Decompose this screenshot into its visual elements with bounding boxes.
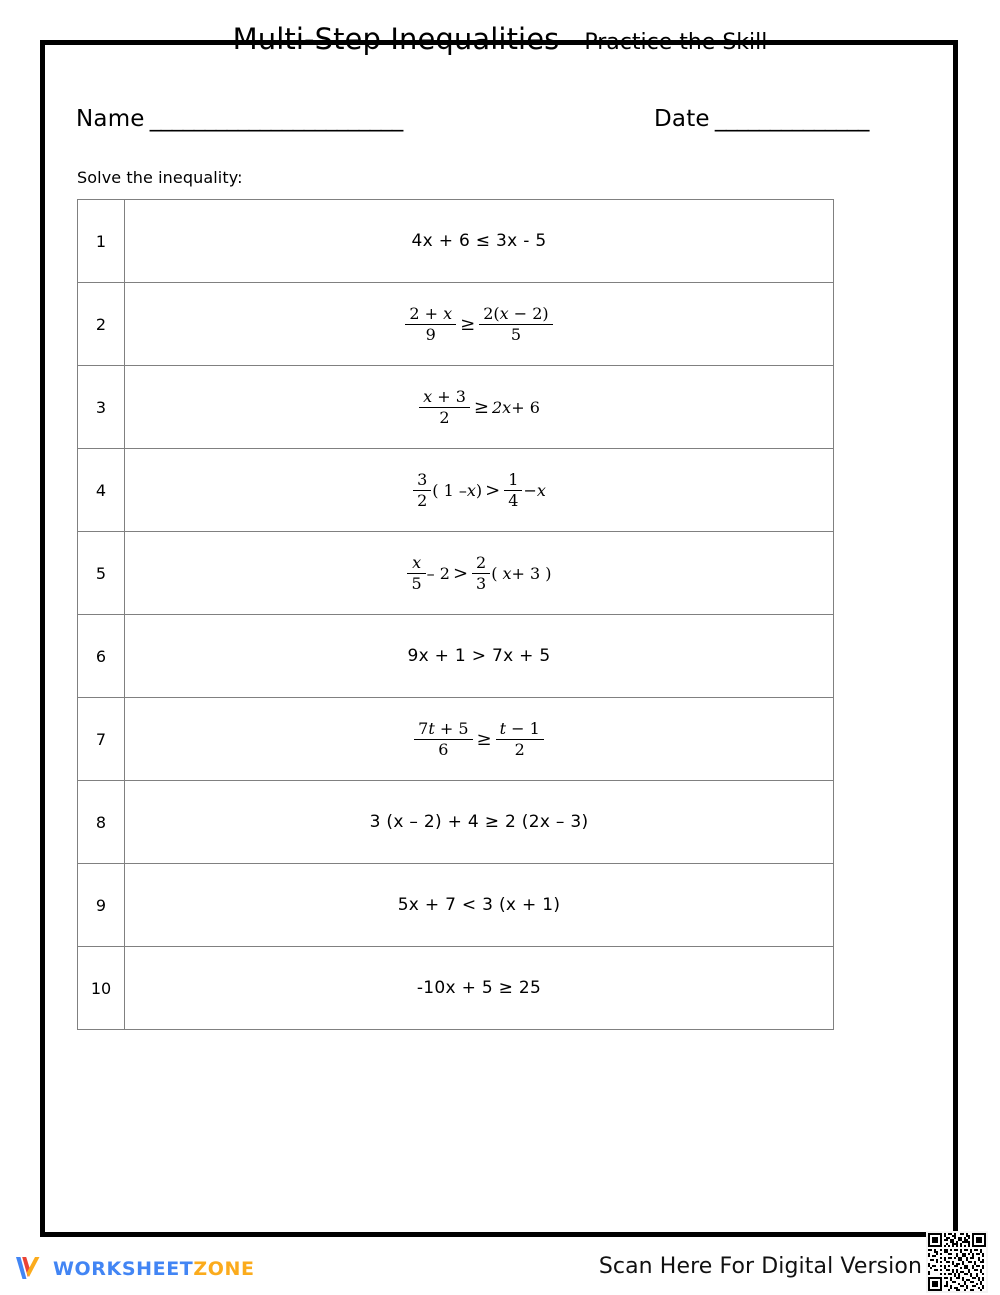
numerator: 3 (417, 469, 428, 489)
problem-number: 5 (78, 532, 125, 615)
expr-text: 9x + 1 > 7x + 5 (407, 646, 551, 666)
problem-number: 8 (78, 781, 125, 864)
w-logo-icon (14, 1255, 44, 1283)
relation-operator: > (452, 562, 469, 584)
problem-expression (125, 698, 834, 781)
numerator-variable: x (499, 303, 509, 323)
rhs-rest: + 6 (511, 397, 540, 417)
numerator: 1 (508, 469, 519, 489)
group-open: ( (491, 563, 498, 583)
relation-operator: ≥ (460, 313, 476, 335)
problems-table (77, 199, 834, 1030)
denominator: 2 (496, 739, 544, 759)
qr-code-image (928, 1233, 986, 1291)
denominator: 2 (419, 407, 470, 427)
problem-expression (125, 947, 834, 1030)
expr-text: 5x + 7 < 3 (x + 1) (397, 895, 561, 915)
worksheet-zone-logo[interactable] (14, 1253, 255, 1285)
fraction-right (496, 720, 544, 760)
page-title-separator: – (559, 30, 585, 55)
denominator: 5 (479, 324, 552, 344)
variable: x (466, 480, 476, 500)
denominator: 6 (414, 739, 472, 759)
table-row (78, 532, 834, 615)
fraction-left (407, 554, 425, 594)
numerator-part: + 5 (434, 718, 469, 738)
numerator-coefficient: 7 (418, 718, 429, 738)
numerator-variable: x (443, 303, 453, 323)
numerator: 2 (476, 552, 487, 572)
problem-number: 9 (78, 864, 125, 947)
rhs-term: 2x (492, 397, 512, 417)
problem-number: 6 (78, 615, 125, 698)
table-row (78, 449, 834, 532)
qr-code[interactable] (926, 1231, 988, 1293)
date-label: Date (654, 106, 710, 132)
problem-number: 2 (78, 283, 125, 366)
name-label: Name (76, 106, 145, 132)
numerator-variable: t (499, 718, 507, 738)
problem-expression (125, 283, 834, 366)
numerator-part: 2 + (409, 303, 444, 323)
problem-expression (125, 864, 834, 947)
problem-expression (125, 200, 834, 283)
logo-word-zone: ZONE (193, 1258, 255, 1280)
denominator: 2 (413, 490, 431, 510)
relation-operator: > (485, 479, 501, 501)
logo-word-worksheet: WORKSHEET (53, 1258, 194, 1280)
instruction-text: Solve the inequality: (77, 168, 243, 187)
fraction-left (413, 471, 431, 511)
numerator-part: − 2) (508, 303, 549, 323)
relation-operator: ≥ (473, 396, 489, 418)
variable: x (536, 480, 546, 500)
denominator: 9 (405, 324, 456, 344)
table-row (78, 283, 834, 366)
date-field-group (654, 106, 869, 132)
name-field-group (76, 106, 403, 132)
scan-instruction-text: Scan Here For Digital Version (598, 1254, 922, 1279)
fraction-left (414, 720, 472, 760)
problem-number: 7 (78, 698, 125, 781)
group-close: ) (475, 480, 483, 500)
table-row (78, 698, 834, 781)
numerator-part: − 1 (506, 718, 540, 738)
table-row (78, 200, 834, 283)
table-row (78, 781, 834, 864)
name-date-row (76, 106, 869, 140)
constant-term: – 2 (426, 563, 450, 583)
table-row (78, 615, 834, 698)
expr-text: 3 (x – 2) + 4 ≥ 2 (2x – 3) (369, 812, 589, 832)
group-open: ( 1 – (432, 480, 467, 500)
expr-text: -10x + 5 ≥ 25 (416, 978, 542, 998)
numerator-variable: x (423, 386, 433, 406)
page-footer (0, 1245, 1000, 1294)
fraction-right (472, 554, 490, 594)
problem-expression (125, 449, 834, 532)
denominator: 3 (472, 573, 490, 593)
name-blank-line[interactable]: _______________________ (149, 106, 403, 132)
page-title-main: Multi-Step Inequalities (232, 22, 560, 56)
denominator: 4 (504, 490, 522, 510)
page-title (0, 22, 1000, 56)
numerator-part: + 3 (432, 386, 466, 406)
problem-expression (125, 781, 834, 864)
problem-expression (125, 366, 834, 449)
numerator-variable: t (428, 718, 435, 738)
table-row (78, 366, 834, 449)
group-close: + 3 ) (511, 563, 552, 583)
problem-number: 3 (78, 366, 125, 449)
expr-text: 4x + 6 ≤ 3x - 5 (411, 231, 547, 251)
date-blank-line[interactable]: ______________ (714, 106, 869, 132)
relation-operator: ≥ (476, 728, 492, 750)
problem-number: 10 (78, 947, 125, 1030)
numerator-part: 2( (483, 303, 500, 323)
problem-number: 1 (78, 200, 125, 283)
denominator: 5 (407, 573, 425, 593)
logo-wordmark (53, 1258, 255, 1280)
fraction-right (504, 471, 522, 511)
problem-expression (125, 615, 834, 698)
problem-expression (125, 532, 834, 615)
fraction-left (419, 388, 470, 428)
numerator-variable: x (412, 552, 422, 572)
table-row (78, 947, 834, 1030)
table-row (78, 864, 834, 947)
page-title-subtitle: Practice the Skill (584, 30, 768, 55)
fraction-left (405, 305, 456, 345)
problem-number: 4 (78, 449, 125, 532)
variable: x (502, 563, 512, 583)
minus-sign: − (523, 480, 537, 500)
fraction-right (479, 305, 552, 345)
